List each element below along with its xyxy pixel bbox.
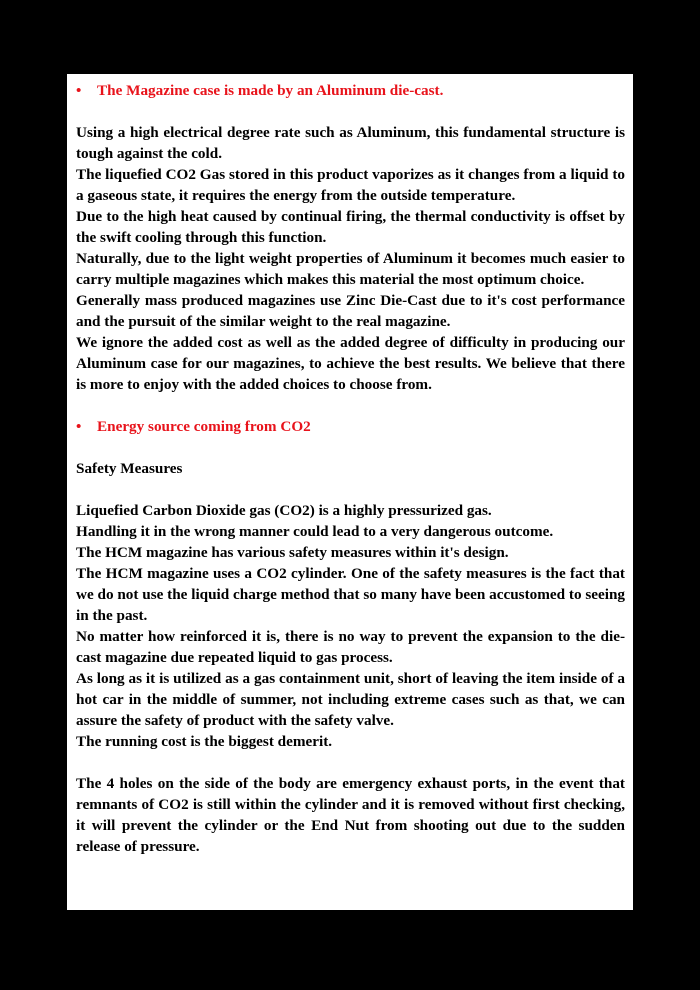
paragraph: The running cost is the biggest demerit. (76, 733, 333, 750)
paragraph: Handling it in the wrong manner could lead to a very dangerous outcome. (76, 523, 554, 540)
paragraph: Due to the high heat caused by continual firing, the thermal conductivity is offset by the swift cooling through this function. (76, 208, 625, 246)
paragraph: The HCM magazine has various safety measures within it's design. (76, 544, 509, 561)
spacer (76, 752, 625, 773)
paragraph: We ignore the added cost as well as the added degree of difficulty in producing our Aluminum case for our magazines, to achieve the best results. We believe that there is more to enjoy with the added choices to choose from. (76, 334, 625, 393)
bullet-icon: • (76, 82, 82, 99)
section-heading-energy-source (76, 416, 625, 437)
heading-text: The Magazine case is made by an Aluminum die-cast. (97, 82, 444, 99)
paragraph: The liquefied CO2 Gas stored in this product vaporizes as it changes from a liquid to a gaseous state, it requires the energy from the outside temperature. (76, 166, 625, 204)
subheading-safety-measures: Safety Measures (76, 460, 183, 477)
spacer (76, 479, 625, 500)
heading-text: Energy source coming from CO2 (97, 418, 311, 435)
paragraph: No matter how reinforced it is, there is no way to prevent the expansion to the die-cast magazine due repeated liquid to gas process. (76, 628, 625, 666)
paragraph: Generally mass produced magazines use Zinc Die-Cast due to it's cost performance and the pursuit of the similar weight to the real magazine. (76, 292, 625, 330)
section-heading-magazine-case (76, 80, 625, 101)
spacer (76, 437, 625, 458)
bullet-icon: • (76, 418, 82, 435)
paragraph: As long as it is utilized as a gas containment unit, short of leaving the item inside of a hot car in the middle of summer, not including extreme cases such as that, we can assure the safety of product with the safety valve. (76, 670, 625, 729)
spacer (76, 395, 625, 416)
paragraph: Using a high electrical degree rate such as Aluminum, this fundamental structure is tough against the cold. (76, 124, 625, 162)
spacer (76, 101, 625, 122)
paragraph: The HCM magazine uses a CO2 cylinder. One of the safety measures is the fact that we do not use the liquid charge method that so many have been accustomed to seeing in the past. (76, 565, 625, 624)
paragraph: Naturally, due to the light weight properties of Aluminum it becomes much easier to carry multiple magazines which makes this material the most optimum choice. (76, 250, 625, 288)
paragraph: Liquefied Carbon Dioxide gas (CO2) is a highly pressurized gas. (76, 502, 492, 519)
document-page (67, 74, 633, 910)
paragraph-exhaust-ports: The 4 holes on the side of the body are emergency exhaust ports, in the event that remnants of CO2 is still within the cylinder and it is removed without first checking, it will prevent the cylinder or the End Nut from shooting out due to the sudden release of pressure. (76, 775, 625, 855)
